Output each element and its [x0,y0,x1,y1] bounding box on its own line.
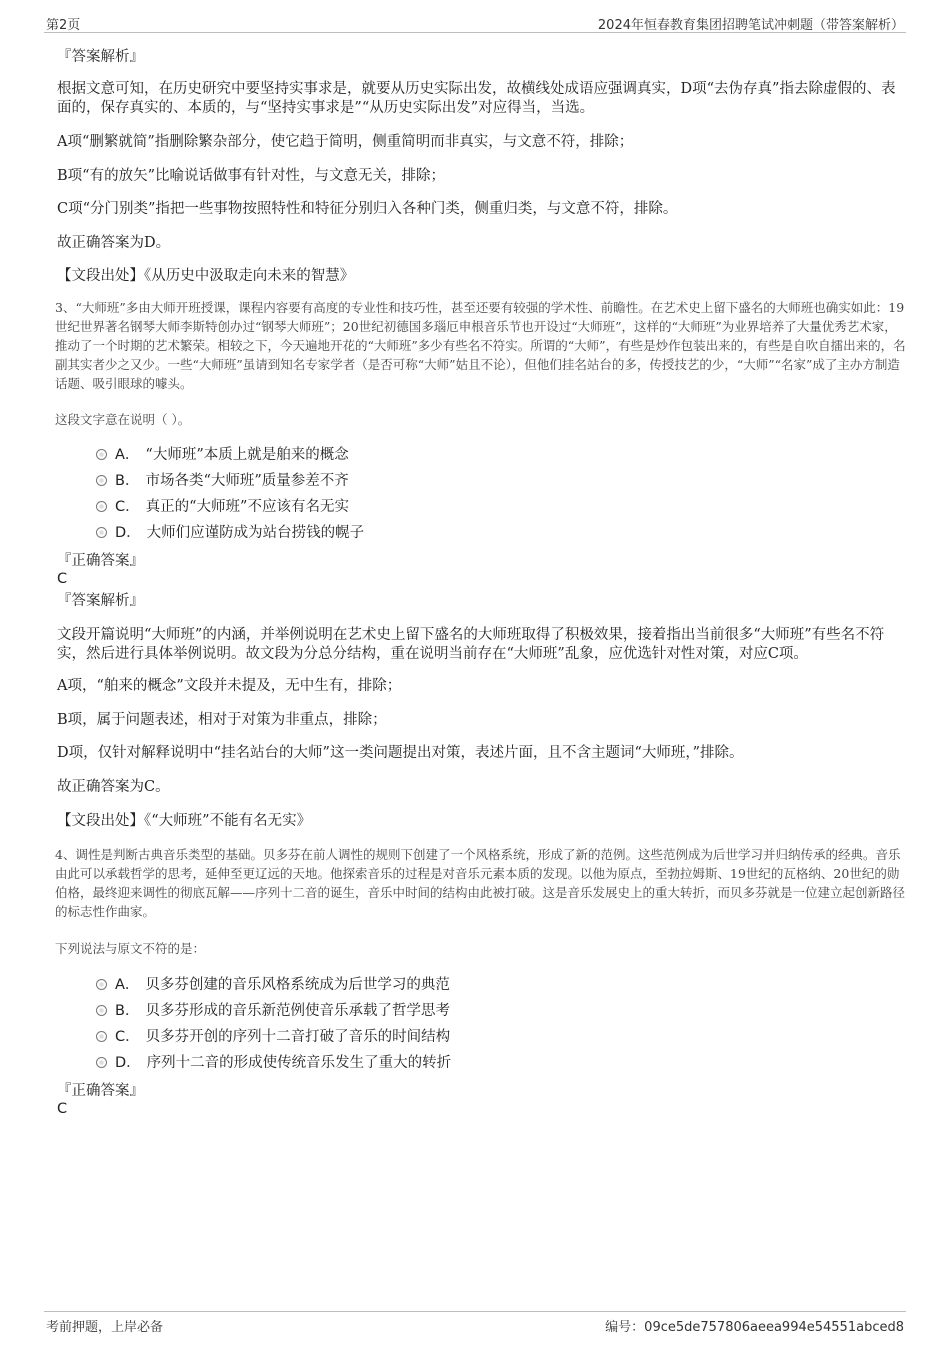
page-header [44,12,906,33]
question-3-passage: 3、“大师班”多由大师开班授课，课程内容要有高度的专业性和技巧性，甚至还要有较强的学术性、前瞻性。在艺术史上留下盛名的大师班也确实如此：19世纪世界著名钢琴大师李斯特创办过“钢琴大师班”；20世纪初德国多瑙厄申根音乐节也开设过“大师班”，这样的“大师班”为业界培养了大量优秀艺术家，推动了一个时期的艺术繁荣。相较之下，今天遍地开花的“大师班”多少有些名不符实。所谓的“大师”，有些是炒作包装出来的，有些是自吹自擂出来的，名副其实者少之又少。一些“大师班”虽请到知名专家学者（是否可称“大师”姑且不论），但他们挂名站台的多，传授技艺的少，“大师”“名家”成了主办方制造话题、吸引眼球的噱头。 [55,300,906,391]
passage-source: 【文段出处】《“大师班”不能有名无实》 [57,813,312,829]
explanation-paragraph: 文段开篇说明“大师班”的内涵，并举例说明在艺术史上留下盛名的大师班取得了积极效果，接着指出当前很多“大师班”有些名不符实，然后进行具体举例说明。故文段为分总分结构，重在说明当前存在“大师班”乱象，应优选针对性对策，对应C项。 [57,627,885,662]
correct-answer-value: C [57,1101,68,1117]
explanation-option-a: A项，“舶来的概念”文段并未提及，无中生有，排除； [57,678,402,694]
correct-answer-label: 『正确答案』 [57,553,144,569]
answer-explanation-label: 『答案解析』 [57,49,144,65]
explanation-conclusion: 故正确答案为D。 [57,235,171,251]
question-3-option-b[interactable]: B． 市场各类“大师班”质量参差不齐 [96,471,349,491]
explanation-option-b: B项，属于问题表述，相对于对策为非重点，排除； [57,712,387,728]
question-3-option-c[interactable]: C． 真正的“大师班”不应该有名无实 [96,497,349,517]
radio-button-icon[interactable] [96,475,107,486]
footer-slogan: 考前押题，上岸必备 [46,1320,164,1335]
radio-button-icon[interactable] [96,527,107,538]
explanation-paragraph: 根据文意可知，在历史研究中要坚持实事求是，就要从历史实际出发，故横线处成语应强调真实，D项“去伪存真”指去除虚假的、表面的，保存真实的、本质的，与“坚持实事求是”“从历史实际出发”对应得当，当选。 [57,81,896,116]
explanation-option-d: D项，仅针对解释说明中“挂名站台的大师”这一类问题提出对策，表述片面，且不含主题词“大师班，”排除。 [57,745,744,761]
radio-button-icon[interactable] [96,1005,107,1016]
question-3-option-d[interactable]: D． 大师们应谨防成为站台捞钱的幌子 [96,523,364,543]
question-4-prompt: 下列说法与原文不符的是： [55,941,206,956]
question-4-option-d[interactable]: D． 序列十二音的形成使传统音乐发生了重大的转折 [96,1053,451,1073]
radio-button-icon[interactable] [96,1057,107,1068]
radio-button-icon[interactable] [96,449,107,460]
document-serial: 编号：09ce5de757806aeea994e54551abced8 [605,1320,904,1335]
explanation-conclusion: 故正确答案为C。 [57,779,170,795]
question-4-option-b[interactable]: B． 贝多芬形成的音乐新范例使音乐承载了哲学思考 [96,1001,450,1021]
question-3-prompt: 这段文字意在说明（ ）。 [55,412,191,427]
question-3-option-a[interactable]: A． “大师班”本质上就是舶来的概念 [96,445,349,465]
question-4-passage: 4、调性是判断古典音乐类型的基础。贝多芬在前人调性的规则下创建了一个风格系统，形成了新的范例。这些范例成为后世学习并归纳传承的经典。音乐由此可以承载哲学的思考，延伸至更辽远的天地。他探索音乐的过程是对音乐元素本质的发现。以他为原点，至勃拉姆斯、19世纪的瓦格纳、20世纪的勋伯格，最终迎来调性的彻底瓦解——序列十二音的诞生，音乐中时间的结构由此被打破。这是音乐发展史上的重大转折，而贝多芬就是一位建立起创新路径的标志性作曲家。 [55,847,906,919]
document-title: 2024年恒春教育集团招聘笔试冲刺题（带答案解析） [597,18,904,33]
radio-button-icon[interactable] [96,979,107,990]
question-4-option-a[interactable]: A． 贝多芬创建的音乐风格系统成为后世学习的典范 [96,975,450,995]
correct-answer-label: 『正确答案』 [57,1083,144,1099]
question-4-option-c[interactable]: C． 贝多芬开创的序列十二音打破了音乐的时间结构 [96,1027,450,1047]
page-footer [44,1311,906,1336]
page-number: 第2页 [46,18,81,33]
passage-source: 【文段出处】《从历史中汲取走向未来的智慧》 [57,268,355,284]
radio-button-icon[interactable] [96,1031,107,1042]
explanation-option-a: A项“删繁就简”指删除繁杂部分，使它趋于简明，侧重简明而非真实，与文意不符，排除； [57,134,634,150]
explanation-option-b: B项“有的放矢”比喻说话做事有针对性，与文意无关，排除； [57,168,445,184]
explanation-option-c: C项“分门别类”指把一些事物按照特性和特征分别归入各种门类，侧重归类，与文意不符，排除。 [57,201,678,217]
radio-button-icon[interactable] [96,501,107,512]
correct-answer-value: C [57,571,68,587]
answer-explanation-label: 『答案解析』 [57,593,144,609]
